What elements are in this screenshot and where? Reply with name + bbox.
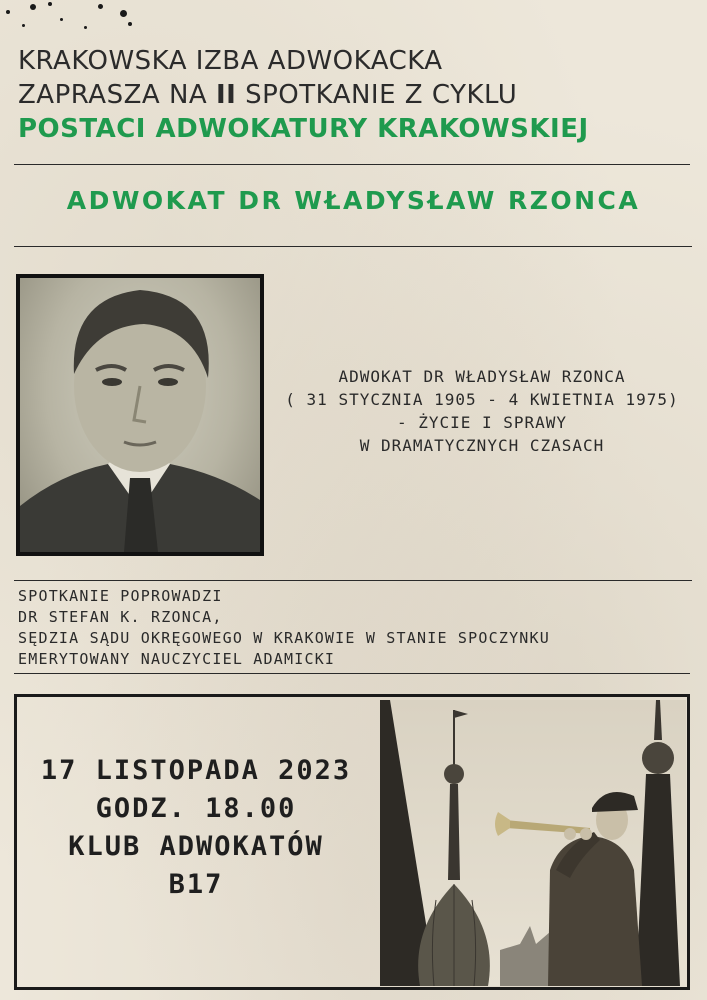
host-line-3: SĘDZIA SĄDU OKRĘGOWEGO W KRAKOWIE W STANIE SPOCZYNKU	[18, 629, 550, 647]
portrait-photo	[16, 274, 264, 556]
host-line-1: SPOTKANIE POPROWADZI	[18, 587, 223, 605]
bio-line-4: W DRAMATYCZNYCH CZASACH	[359, 436, 605, 455]
divider	[14, 673, 690, 674]
event-time: GODZ. 18.00	[95, 793, 297, 824]
event-venue: KLUB ADWOKATÓW	[68, 831, 324, 862]
subject-title: ADWOKAT DR WŁADYSŁAW RZONCA	[66, 186, 641, 215]
event-date: 17 LISTOPADA 2023	[40, 755, 352, 786]
header-line-2-bold: II	[215, 80, 237, 110]
divider	[14, 246, 692, 247]
bio-line-3: - ŻYCIE I SPRAWY	[396, 413, 568, 432]
divider	[14, 164, 690, 165]
bio-line-1: ADWOKAT DR WŁADYSŁAW RZONCA	[338, 367, 626, 386]
header-line-2-post: SPOTKANIE Z CYKLU	[236, 80, 518, 110]
portrait-illustration	[20, 278, 260, 552]
header-line-1: KRAKOWSKA IZBA ADWOKACKA	[18, 46, 443, 76]
event-room: B17	[168, 869, 224, 900]
trumpeter-photo	[380, 700, 686, 986]
header-line-2-pre: ZAPRASZA NA	[18, 80, 216, 110]
header-line-2	[18, 80, 517, 110]
divider	[14, 580, 692, 581]
series-title: POSTACI ADWOKATURY KRAKOWSKIEJ	[18, 114, 589, 144]
trumpeter-illustration	[380, 700, 686, 986]
bio-line-2: ( 31 STYCZNIA 1905 - 4 KWIETNIA 1975)	[285, 390, 679, 409]
host-line-2: DR STEFAN K. RZONCA,	[18, 608, 223, 626]
host-line-4: EMERYTOWANY NAUCZYCIEL ADAMICKI	[18, 650, 336, 668]
